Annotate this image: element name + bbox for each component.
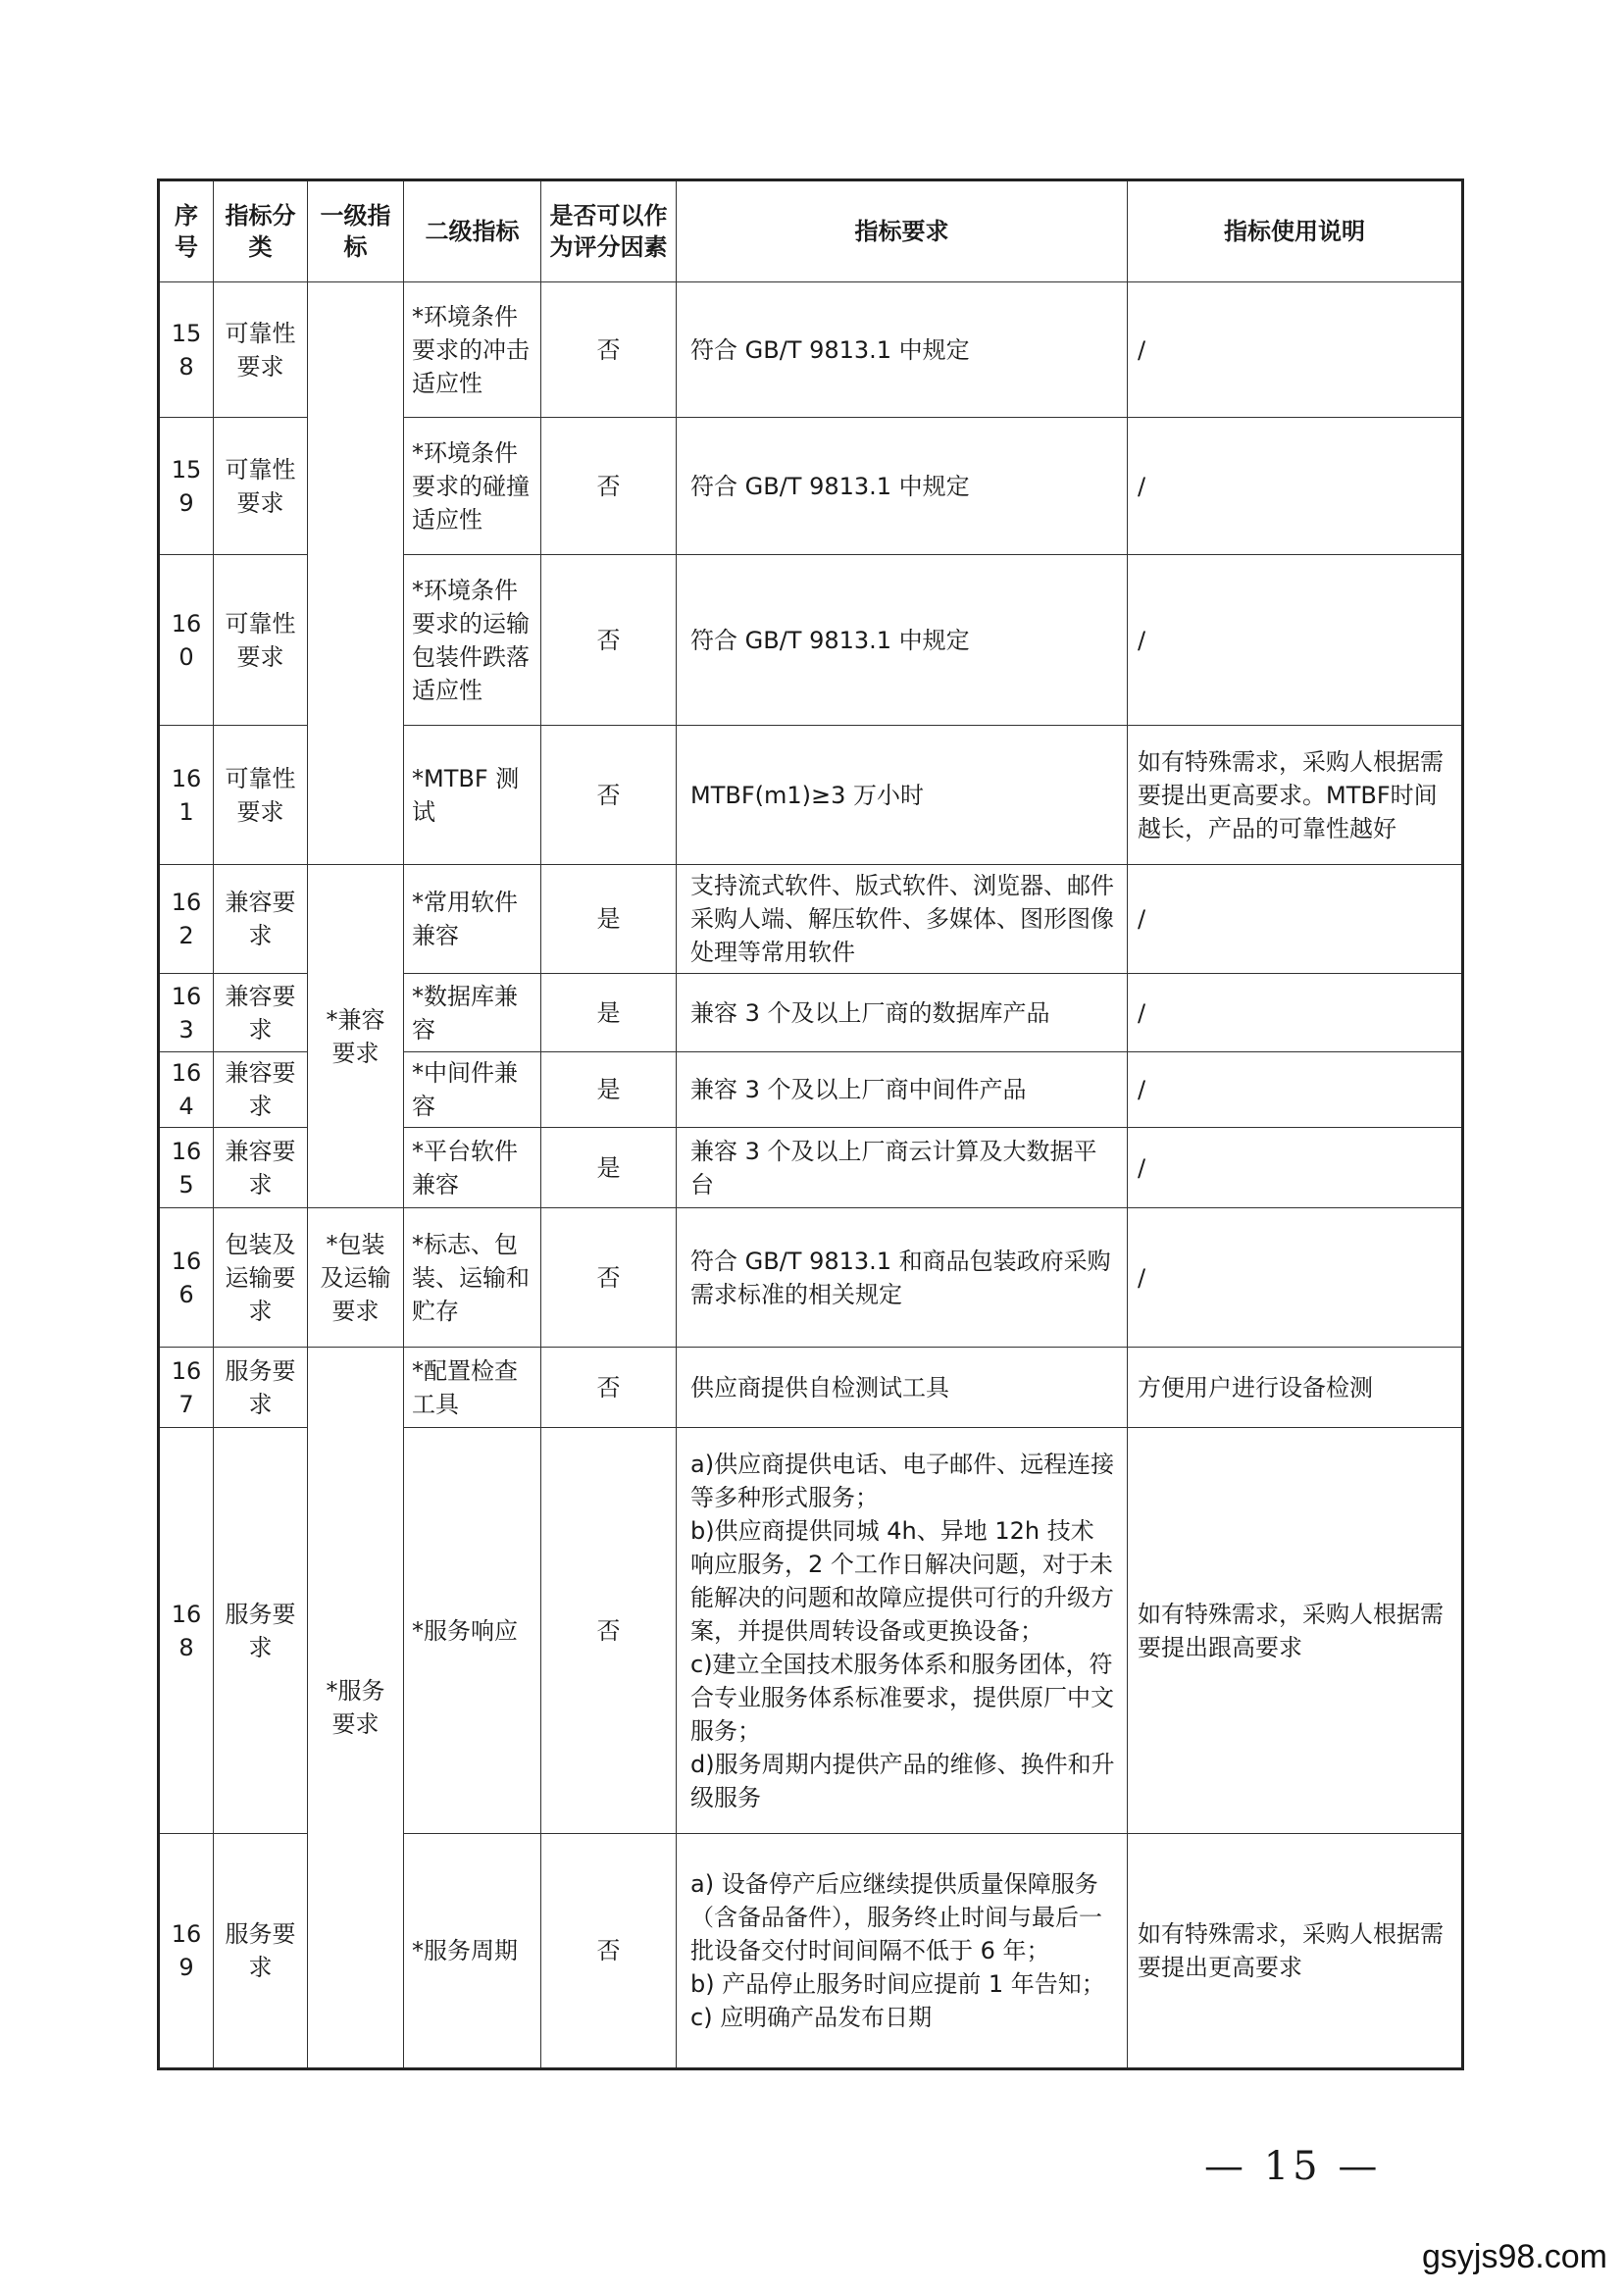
row-category: 兼容要求 xyxy=(214,865,308,974)
row-seq: 161 xyxy=(159,726,214,865)
row-scoring: 是 xyxy=(541,1052,677,1128)
row-seq: 159 xyxy=(159,418,214,555)
requirement-line: 符合 GB/T 9813.1 和商品包装政府采购需求标准的相关规定 xyxy=(690,1247,1111,1308)
requirement-line: 兼容 3 个及以上厂商云计算及大数据平台 xyxy=(690,1137,1097,1198)
row-requirement xyxy=(677,282,1128,418)
row-scoring: 否 xyxy=(541,1348,677,1428)
level1-compat: *兼容要求 xyxy=(308,865,404,1208)
requirement-line: 兼容 3 个及以上厂商的数据库产品 xyxy=(690,998,1050,1027)
row-level2: *环境条件要求的冲击适应性 xyxy=(404,282,541,418)
row-level1-empty xyxy=(308,282,404,865)
row-category: 包装及运输要求 xyxy=(214,1208,308,1348)
row-requirement xyxy=(677,1834,1128,2069)
requirement-line: MTBF(m1)≥3 万小时 xyxy=(690,781,925,809)
row-scoring: 是 xyxy=(541,974,677,1052)
row-seq: 169 xyxy=(159,1834,214,2069)
row-usage: / xyxy=(1128,418,1463,555)
requirement-line: a)供应商提供电话、电子邮件、远程连接等多种形式服务； xyxy=(690,1450,1115,1511)
row-seq: 164 xyxy=(159,1052,214,1128)
row-usage: / xyxy=(1128,1052,1463,1128)
row-usage: 方便用户进行设备检测 xyxy=(1128,1348,1463,1428)
table-row xyxy=(159,282,1463,418)
row-level2: *中间件兼容 xyxy=(404,1052,541,1128)
header-requirement: 指标要求 xyxy=(677,180,1128,282)
row-requirement xyxy=(677,1208,1128,1348)
row-scoring: 否 xyxy=(541,1208,677,1348)
row-category: 服务要求 xyxy=(214,1834,308,2069)
row-requirement xyxy=(677,1428,1128,1834)
row-level2: *标志、包装、运输和贮存 xyxy=(404,1208,541,1348)
level1-service: *服务要求 xyxy=(308,1348,404,2069)
requirement-line: 兼容 3 个及以上厂商中间件产品 xyxy=(690,1076,1027,1103)
row-seq: 167 xyxy=(159,1348,214,1428)
row-requirement xyxy=(677,974,1128,1052)
row-scoring: 否 xyxy=(541,555,677,726)
row-requirement xyxy=(677,418,1128,555)
requirement-line: 符合 GB/T 9813.1 中规定 xyxy=(690,626,970,654)
row-seq: 165 xyxy=(159,1128,214,1208)
row-usage: / xyxy=(1128,1208,1463,1348)
table-row xyxy=(159,1208,1463,1348)
row-usage: / xyxy=(1128,1128,1463,1208)
header-usage: 指标使用说明 xyxy=(1128,180,1463,282)
row-seq: 162 xyxy=(159,865,214,974)
row-category: 可靠性要求 xyxy=(214,282,308,418)
row-usage: / xyxy=(1128,865,1463,974)
row-seq: 163 xyxy=(159,974,214,1052)
row-level2: *常用软件兼容 xyxy=(404,865,541,974)
row-scoring: 是 xyxy=(541,865,677,974)
row-usage: / xyxy=(1128,555,1463,726)
row-scoring: 否 xyxy=(541,418,677,555)
requirement-line: d)服务周期内提供产品的维修、换件和升级服务 xyxy=(690,1750,1115,1811)
row-usage: 如有特殊需求，采购人根据需要提出更高要求 xyxy=(1128,1834,1463,2069)
row-requirement xyxy=(677,1348,1128,1428)
requirements-table xyxy=(157,178,1464,2070)
header-level1: 一级指标 xyxy=(308,180,404,282)
row-category: 兼容要求 xyxy=(214,974,308,1052)
page-number: — 15 — xyxy=(1204,2144,1382,2189)
requirement-line: c)建立全国技术服务体系和服务团体，符合专业服务体系标准要求，提供原厂中文服务； xyxy=(690,1650,1114,1745)
row-level2: *服务周期 xyxy=(404,1834,541,2069)
row-requirement xyxy=(677,1128,1128,1208)
requirement-line: 供应商提供自检测试工具 xyxy=(690,1373,949,1402)
row-category: 可靠性要求 xyxy=(214,726,308,865)
row-requirement xyxy=(677,555,1128,726)
row-usage: / xyxy=(1128,974,1463,1052)
header-scoring: 是否可以作为评分因素 xyxy=(541,180,677,282)
row-category: 兼容要求 xyxy=(214,1052,308,1128)
row-level2: *环境条件要求的碰撞适应性 xyxy=(404,418,541,555)
watermark-text: gsyjs98.com xyxy=(1422,2238,1607,2275)
table-header-row xyxy=(159,180,1463,282)
row-scoring: 否 xyxy=(541,726,677,865)
row-category: 服务要求 xyxy=(214,1348,308,1428)
row-seq: 166 xyxy=(159,1208,214,1348)
row-requirement xyxy=(677,865,1128,974)
row-level2: *数据库兼容 xyxy=(404,974,541,1052)
table-row xyxy=(159,865,1463,974)
requirement-line: 支持流式软件、版式软件、浏览器、邮件采购人端、解压软件、多媒体、图形图像处理等常用软件 xyxy=(690,872,1114,966)
row-scoring: 否 xyxy=(541,1428,677,1834)
requirements-table-container xyxy=(157,178,1461,2070)
row-seq: 168 xyxy=(159,1428,214,1834)
row-requirement xyxy=(677,1052,1128,1128)
row-level2: *环境条件要求的运输包装件跌落适应性 xyxy=(404,555,541,726)
requirement-line: 符合 GB/T 9813.1 中规定 xyxy=(690,472,970,500)
row-level2: *服务响应 xyxy=(404,1428,541,1834)
row-category: 可靠性要求 xyxy=(214,418,308,555)
header-category: 指标分类 xyxy=(214,180,308,282)
row-scoring: 否 xyxy=(541,1834,677,2069)
row-level2: *平台软件兼容 xyxy=(404,1128,541,1208)
row-level2: *配置检查工具 xyxy=(404,1348,541,1428)
requirement-line: 符合 GB/T 9813.1 中规定 xyxy=(690,335,970,364)
row-usage: 如有特殊需求，采购人根据需要提出跟高要求 xyxy=(1128,1428,1463,1834)
header-level2: 二级指标 xyxy=(404,180,541,282)
row-seq: 160 xyxy=(159,555,214,726)
row-category: 可靠性要求 xyxy=(214,555,308,726)
row-usage: / xyxy=(1128,282,1463,418)
row-scoring: 否 xyxy=(541,282,677,418)
table-row xyxy=(159,1348,1463,1428)
row-usage: 如有特殊需求，采购人根据需要提出更高要求。MTBF时间越长，产品的可靠性越好 xyxy=(1128,726,1463,865)
requirement-line: b)供应商提供同城 4h、异地 12h 技术响应服务，2 个工作日解决问题，对于未能解决的问题和故障应提供可行的升级方案，并提供周转设备或更换设备； xyxy=(690,1516,1114,1645)
row-requirement xyxy=(677,726,1128,865)
requirement-line: a) 设备停产后应继续提供质量保障服务（含备品备件），服务终止时间与最后一批设备交付时间间隔不低于 6 年； xyxy=(690,1870,1102,1964)
row-category: 兼容要求 xyxy=(214,1128,308,1208)
row-level2: *MTBF 测试 xyxy=(404,726,541,865)
row-category: 服务要求 xyxy=(214,1428,308,1834)
level1-packaging: *包装及运输要求 xyxy=(308,1208,404,1348)
header-seq: 序号 xyxy=(159,180,214,282)
requirement-line: b) 产品停止服务时间应提前 1 年告知； xyxy=(690,1970,1105,1998)
requirement-line: c) 应明确产品发布日期 xyxy=(690,2004,933,2031)
row-scoring: 是 xyxy=(541,1128,677,1208)
row-seq: 158 xyxy=(159,282,214,418)
